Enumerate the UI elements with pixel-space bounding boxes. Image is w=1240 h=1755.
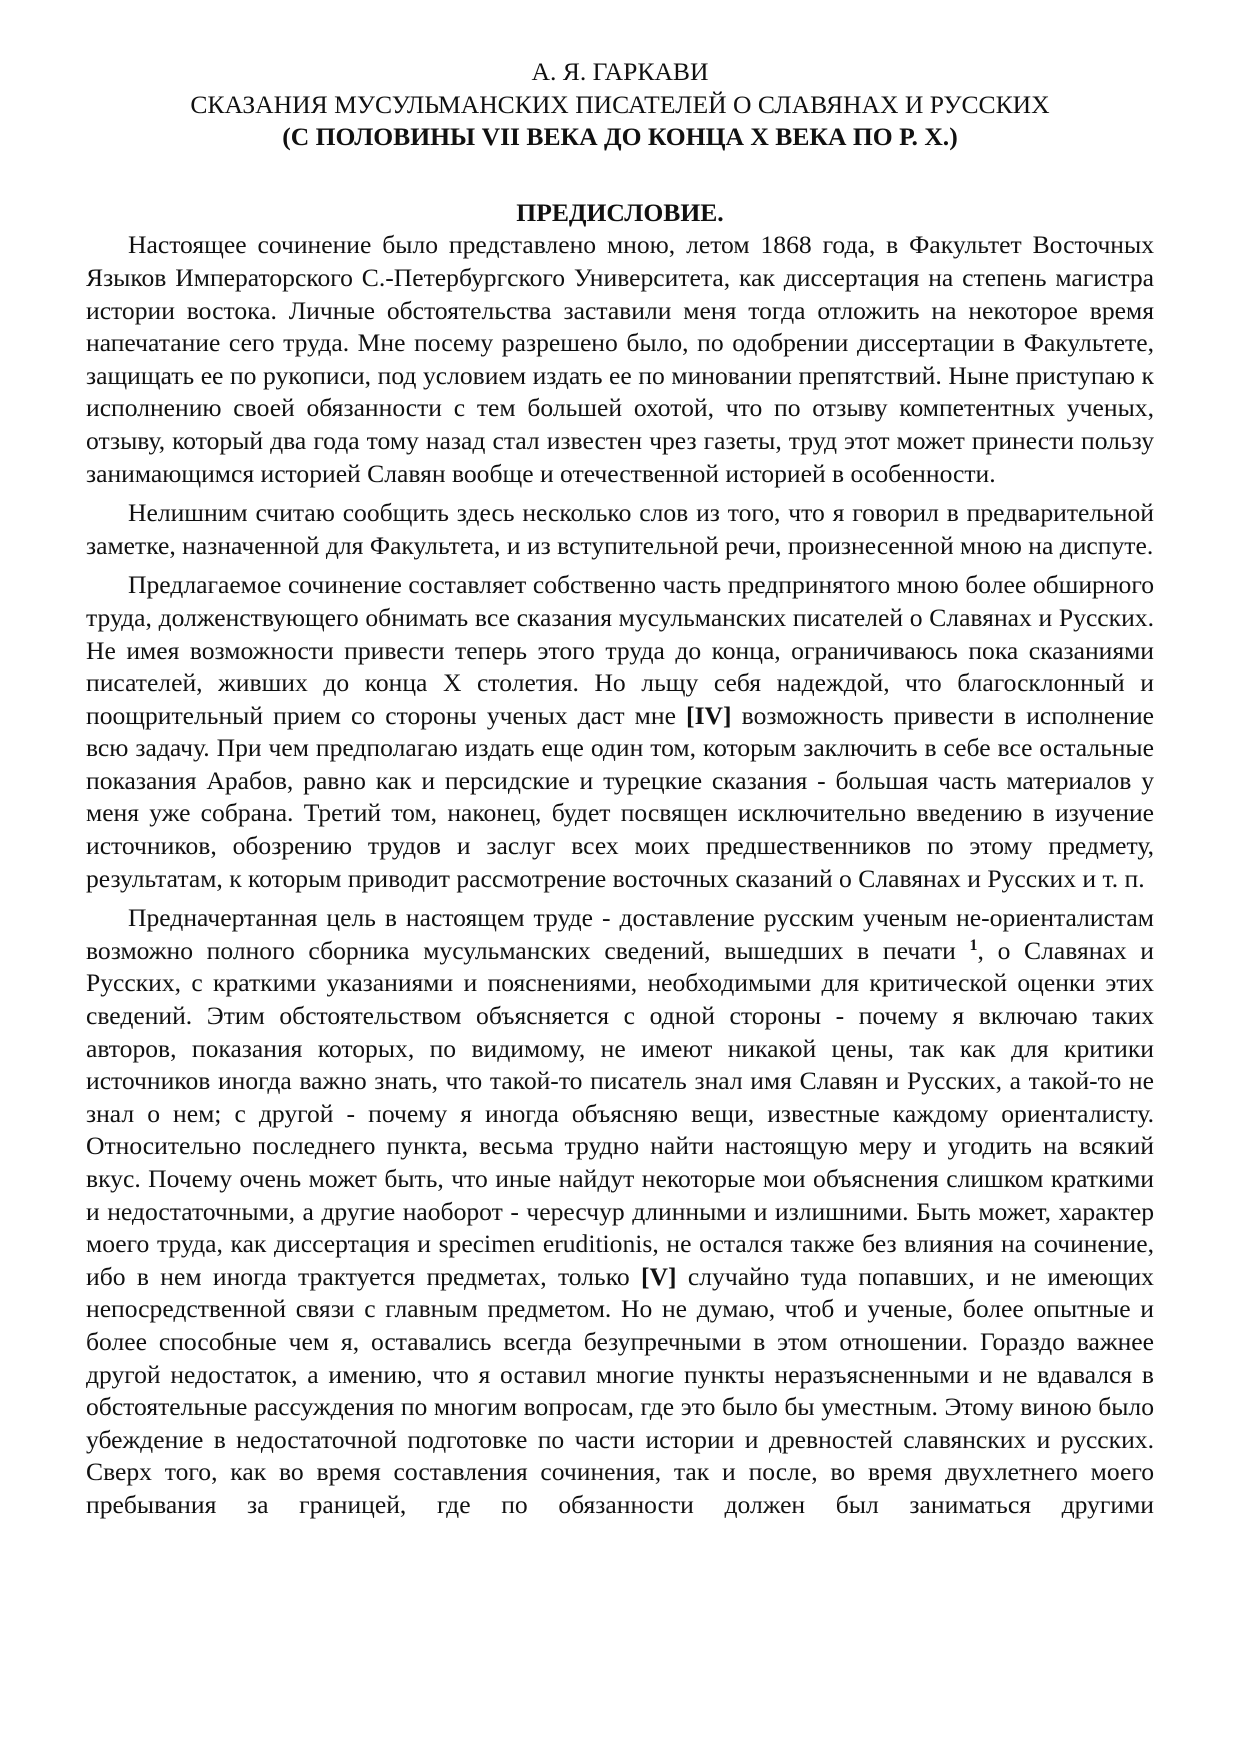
paragraph-1 [86, 229, 1154, 490]
paragraph-3-text-a: Предлагаемое сочинение составляет собственно часть предпринятого мною более обширного труда, долженствующего обнимать все сказания мусульманских писателей о Славянах и Русских. Не имея возможности привести теперь этого труда до конца, ограничиваюсь пока сказаниями писателей, живших до конца X столетия. Но льщу себя надеждой, что благосклонный и поощрительный прием со стороны ученых даст мне [86, 570, 1154, 730]
paragraph-4 [86, 902, 1154, 1521]
paragraph-4-text-b: , о Славянах и Русских, с краткими указаниями и пояснениями, необходимыми для критической оценки этих сведений. Этим обстоятельством объясняется с одной стороны - почему я включаю таких авторов, показания которых, по видимому, не имеют никакой цены, так как для критики источников иногда важно знать, что такой-то писатель знал имя Славян и Русских, а такой-то не знал о нем; с другой - почему я иногда объясняю вещи, известные каждому ориенталисту. Относительно последнего пункта, весьма трудно найти настоящую меру и угодить на всякий вкус. Почему очень может быть, что иные найдут некоторые мои объяснения слишком краткими и недостаточными, а другие наоборот - чересчур длинными и излишними. Быть может, характер моего труда, как диссертация и specimen eruditionis, не остался также без влияния на сочинение, ибо в нем иногда трактуется предметах, только [86, 935, 1154, 1291]
section-title: ПРЕДИСЛОВИЕ. [516, 197, 724, 227]
paragraph-4-text-c: случайно туда попавших, и не имеющих непосредственной связи с главным предметом. Но не думаю, чтоб и ученые, более опытные и более способные чем я, оставались всегда безупречными в этом отношении. Гораздо важнее другой недостаток, а имению, что я оставил многие пункты неразъясненными и не вдавался в обстоятельные рассуждения по многим вопросам, где это было бы уместным. Этому виною было убеждение в недостаточной подготовке по части истории и древностей славянских и русских. Сверх того, как во время составления сочинения, так и после, во время двухлетнего моего пребывания за границей, где по обязанности должен был заниматься другими [86, 1261, 1154, 1519]
paragraph-2-text: Нелишним считаю сообщить здесь несколько слов из того, что я говорил в предварительной заметке, назначенной для Факультета, и из вступительной речи, произнесенной мною на диспуте. [86, 498, 1154, 560]
paragraph-3 [86, 569, 1154, 895]
page-reference-v: [V] [641, 1261, 677, 1291]
document-title: СКАЗАНИЯ МУСУЛЬМАНСКИХ ПИСАТЕЛЕЙ О СЛАВЯНАХ И РУССКИХ [190, 89, 1050, 119]
footnote-marker-1[interactable]: 1 [969, 936, 978, 954]
paragraph-1-text: Настоящее сочинение было представлено мною, летом 1868 года, в Факультет Восточных Языков Императорского С.-Петербургского Университета, как диссертация на степень магистра истории востока. Личные обстоятельства заставили меня тогда отложить на некоторое время напечатание сего труда. Мне посему разрешено было, по одобрении диссертации в Факультете, защищать ее по рукописи, под условием издать ее по миновании препятствий. Ныне приступаю к исполнению своей обязанности с тем большей охотой, что по отзыву компетентных ученых, отзыву, который два года тому назад стал известен чрез газеты, труд этот может принести пользу занимающимся историей Славян вообще и отечественной историей в особенности. [86, 230, 1154, 488]
paragraph-4-text-a: Предначертанная цель в настоящем труде - доставление русским ученым не-ориенталистам возможно полного сборника мусульманских сведений, вышедших в печати [86, 903, 1154, 965]
document-header [86, 56, 1154, 154]
paragraph-2 [86, 497, 1154, 562]
page-reference-iv: [IV] [686, 700, 732, 730]
paragraph-3-text-b: возможность привести в исполнение всю задачу. При чем предполагаю издать еще один том, которым заключить в себе все остальные показания Арабов, равно как и персидские и турецкие сказания - большая часть материалов у меня уже собрана. Третий том, наконец, будет посвящен исключительно введению в изучение источников, обозрению трудов и заслуг всех моих предшественников по этому предмету, результатам, к которым приводит рассмотрение восточных сказаний о Славянах и Русских и т. п. [86, 700, 1155, 893]
author-name: А. Я. ГАРКАВИ [531, 57, 709, 86]
document-subtitle: (С ПОЛОВИНЫ VII ВЕКА ДО КОНЦА X ВЕКА ПО Р. X.) [282, 122, 958, 152]
